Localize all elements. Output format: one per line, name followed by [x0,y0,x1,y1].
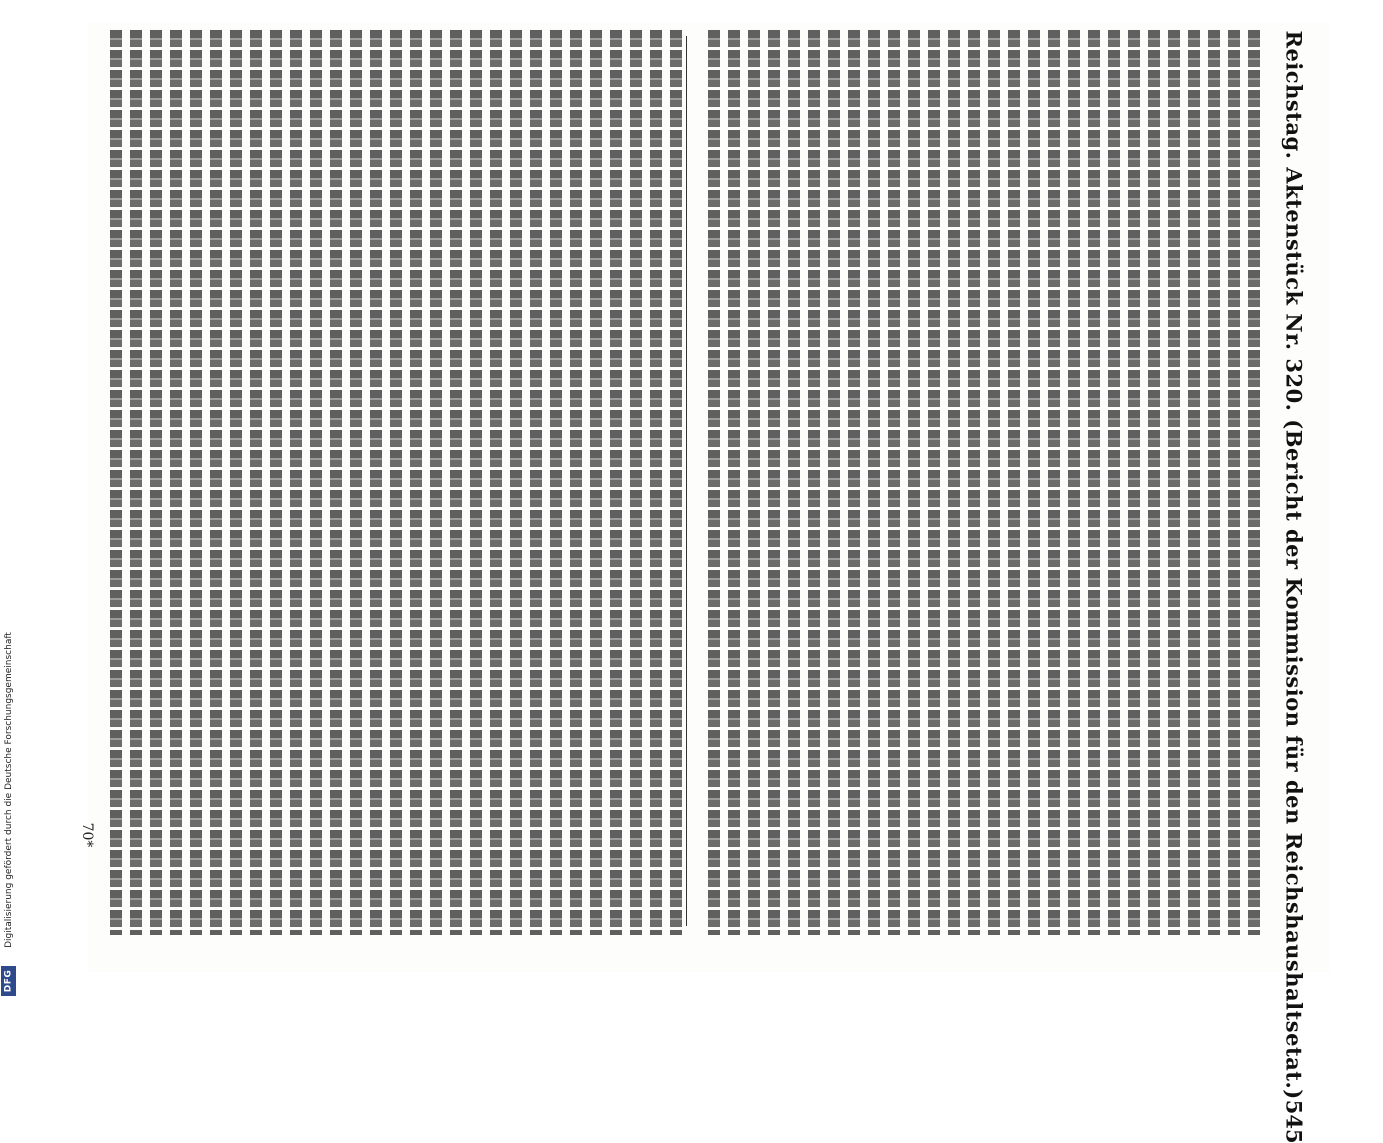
text-line [888,30,900,935]
dfg-logo-text: DFG [3,969,14,993]
text-line [450,30,462,935]
text-line [728,30,740,935]
text-line [150,30,162,935]
text-line [708,30,720,935]
text-line [768,30,780,935]
text-line [868,30,880,935]
digitization-strip [0,0,18,1000]
text-line [590,30,602,935]
text-line [828,30,840,935]
page-header [1281,30,1307,1143]
text-line [470,30,482,935]
page-header-strip [1268,30,1320,1143]
text-column-first [690,30,1260,935]
column-divider [686,36,687,926]
text-line [510,30,522,935]
text-line [1208,30,1220,935]
page-number: 545 [1281,1099,1307,1143]
text-line [550,30,562,935]
text-line [808,30,820,935]
text-line [928,30,940,935]
text-line [908,30,920,935]
text-line [310,30,322,935]
signature-mark: 70* [79,822,95,848]
text-line [1028,30,1040,935]
text-line [788,30,800,935]
digitization-label: Digitalisierung gefördert durch die Deutsche Forschungsgemeinschaft [4,632,14,948]
text-line [948,30,960,935]
text-line [290,30,302,935]
page-footer [74,815,100,855]
text-line [630,30,642,935]
text-line [1128,30,1140,935]
text-line [848,30,860,935]
text-line [370,30,382,935]
text-line [230,30,242,935]
text-line [190,30,202,935]
text-line [330,30,342,935]
page-header-title: Reichstag. Aktenstück Nr. 320. (Bericht der Kommission für den Reichshaushaltsetat.) [1281,30,1307,1100]
text-line [968,30,980,935]
text-line [1048,30,1060,935]
text-line [1188,30,1200,935]
text-line [110,30,122,935]
text-line [490,30,502,935]
text-line [748,30,760,935]
text-line [410,30,422,935]
text-line [1008,30,1020,935]
text-line [430,30,442,935]
text-line [350,30,362,935]
text-line [650,30,662,935]
text-line [170,30,182,935]
text-line [1088,30,1100,935]
text-line [570,30,582,935]
text-line [250,30,262,935]
text-column-second [102,30,682,935]
text-line [210,30,222,935]
text-line [988,30,1000,935]
text-line [1168,30,1180,935]
text-line [1108,30,1120,935]
text-line [610,30,622,935]
text-line [270,30,282,935]
text-line [130,30,142,935]
text-line [1068,30,1080,935]
dfg-logo-icon [1,966,16,996]
text-line [1248,30,1260,935]
text-line [390,30,402,935]
text-line [1148,30,1160,935]
text-line [530,30,542,935]
text-line [1228,30,1240,935]
text-line [670,30,682,935]
